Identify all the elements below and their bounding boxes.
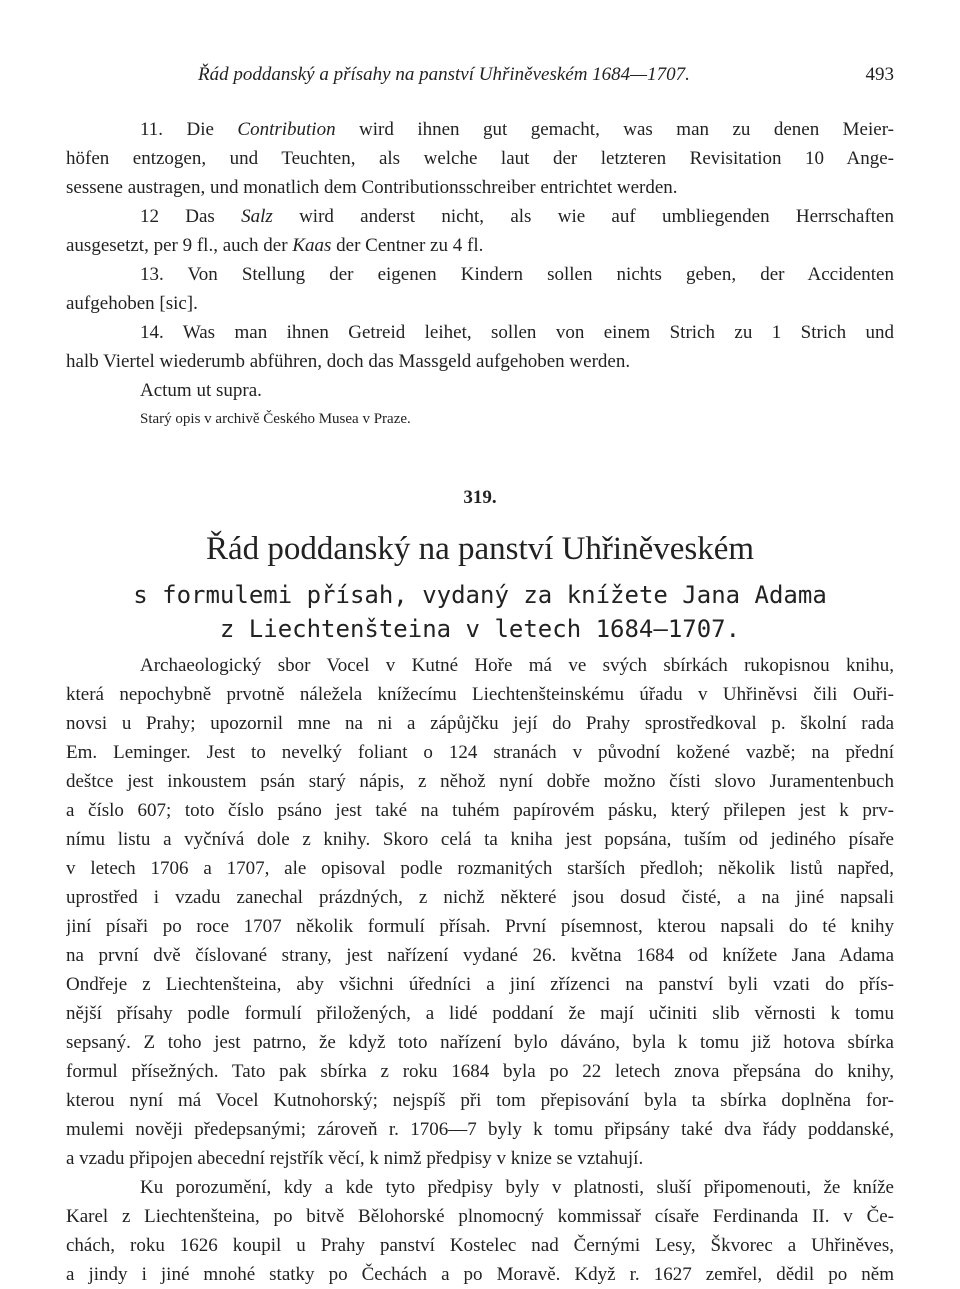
text-line: 14. Was man ihnen Getreid leihet, sollen von einem Strich zu 1 Strich und [140, 322, 894, 343]
text-line: a jindy i jiné mnohé statky po Čechách a po Moravě. Když r. 1627 zemřel, dědil po něm [66, 1264, 894, 1285]
text-line: v letech 1706 a 1707, ale opisoval podle rozmanitých starších předloh; několik listů napřed, [66, 858, 894, 879]
text-line: a vzadu připojen abecední rejstřík věcí, k nimž předpisy v knize se vztahují. [66, 1148, 644, 1169]
introduction-text [66, 651, 894, 1289]
text-line: ausgesetzt, per 9 fl., auch der Kaas der Centner zu 4 fl. [66, 235, 484, 256]
text-line: mulemi nověji předepsanými; zároveň r. 1706—7 byly k tomu připsány také dva řády poddanské, [66, 1119, 894, 1140]
previous-document-tail [66, 115, 894, 434]
text-line: nější přísahy podle formulí přiložených, a lidé poddaní že mají učiniti slib věrnosti k tomu [66, 1003, 894, 1024]
text-line: deštce jest inkoustem psán starý nápis, z něhož nyní dobře možno čísti slovo Juramentenbuch [66, 771, 894, 792]
text-line: nímu listu a vyčnívá dole z knihy. Skoro celá ta kniha jest popsána, tuším od jediného písaře [66, 829, 894, 850]
text-line: Karel z Liechtenšteina, po bitvě Bělohorské plnomocný kommissař císaře Ferdinanda II. v Če- [66, 1206, 894, 1227]
text-line: jiní písaři po roce 1707 několik formulí přísah. První písemnost, kterou napsali do té knihy [66, 916, 894, 937]
text-line: kterou nyní má Vocel Kutnohorský; nejspíš při tom přepisování byla ta sbírka doplněna for- [66, 1090, 894, 1111]
text-line: Ondřeje z Liechtenšteina, aby všichni úředníci a jiní zřízenci na panství byli vzati do přís- [66, 974, 894, 995]
text-line: a číslo 607; toto číslo psáno jest také na tuhém papírovém pásku, který přilepen jest k prv- [66, 800, 894, 821]
text-line: höfen entzogen, und Teuchten, als welche laut der letzteren Revisitation 10 Ange- [66, 148, 894, 169]
text-line: aufgehoben [sic]. [66, 293, 198, 314]
text-line: sepsaný. Z toho jest patrno, že když toto nařízení bylo dáváno, byla k tomu již hotova sbírka [66, 1032, 894, 1053]
document-subtitle-line-2: z Liechtenšteina v letech 1684—1707. [219, 615, 741, 643]
text-line: Actum ut supra. [140, 380, 262, 401]
text-line: chách, roku 1626 koupil u Prahy panství Kostelec nad Černými Lesy, Škvorec a Uhřiněves, [66, 1235, 894, 1256]
running-title: Řád poddanský a přísahy na panství Uhřiněveském 1684—1707. [198, 64, 690, 85]
text-line: na první dvě číslované strany, jest nařízení vydané 26. května 1684 od knížete Jana Adama [66, 945, 894, 966]
text-line: Archaeologický sbor Vocel v Kutné Hoře má ve svých sbírkách rukopisnou knihu, [140, 655, 894, 676]
text-line: uprostřed i vzadu zanechal prázdných, z nichž některé jsou dosud čisté, a na jiné napsali [66, 887, 894, 908]
text-line: 11. Die Contribution wird ihnen gut gemacht, was man zu denen Meier- [140, 119, 894, 140]
text-line: formul přísežných. Tato pak sbírka z roku 1684 byla po 22 letech znova přepsána do knihy, [66, 1061, 894, 1082]
text-line: novsi u Prahy; upozornil mne na ni a zápůjčku její do Prahy sprostředkoval p. školní rada [66, 713, 894, 734]
text-line: 12 Das Salz wird anderst nicht, als wie auf umbliegenden Herrschaften [140, 206, 894, 227]
text-line: která nepochybně prvotně náležela knížecímu Liechtenšteinskému úřadu v Uhřiněvsi čili Ouři- [66, 684, 894, 705]
document-number: 319. [463, 487, 497, 508]
document-subtitle-line-1: s formulemi přísah, vydaný za knížete Jana Adama [133, 581, 827, 609]
text-line: Em. Leminger. Jest to nevelký foliant o 124 stranách v původní kožené vazbě; na přední [66, 742, 894, 763]
running-head [66, 64, 894, 92]
text-line: 13. Von Stellung der eigenen Kindern sollen nichts geben, der Accidenten [140, 264, 894, 285]
text-line: sessene austragen, und monatlich dem Contributionsschreiber entrichtet werden. [66, 177, 678, 198]
document-title: Řád poddanský na panství Uhřiněveském [205, 531, 755, 567]
text-line: Ku porozumění, kdy a kde tyto předpisy byly v platnosti, sluší připomenouti, že kníže [140, 1177, 894, 1198]
source-note: Starý opis v archivě Českého Musea v Praze. [140, 411, 411, 427]
text-line: halb Viertel wiederumb abführen, doch das Massgeld aufgehoben werden. [66, 351, 631, 372]
page-number: 493 [865, 64, 894, 85]
